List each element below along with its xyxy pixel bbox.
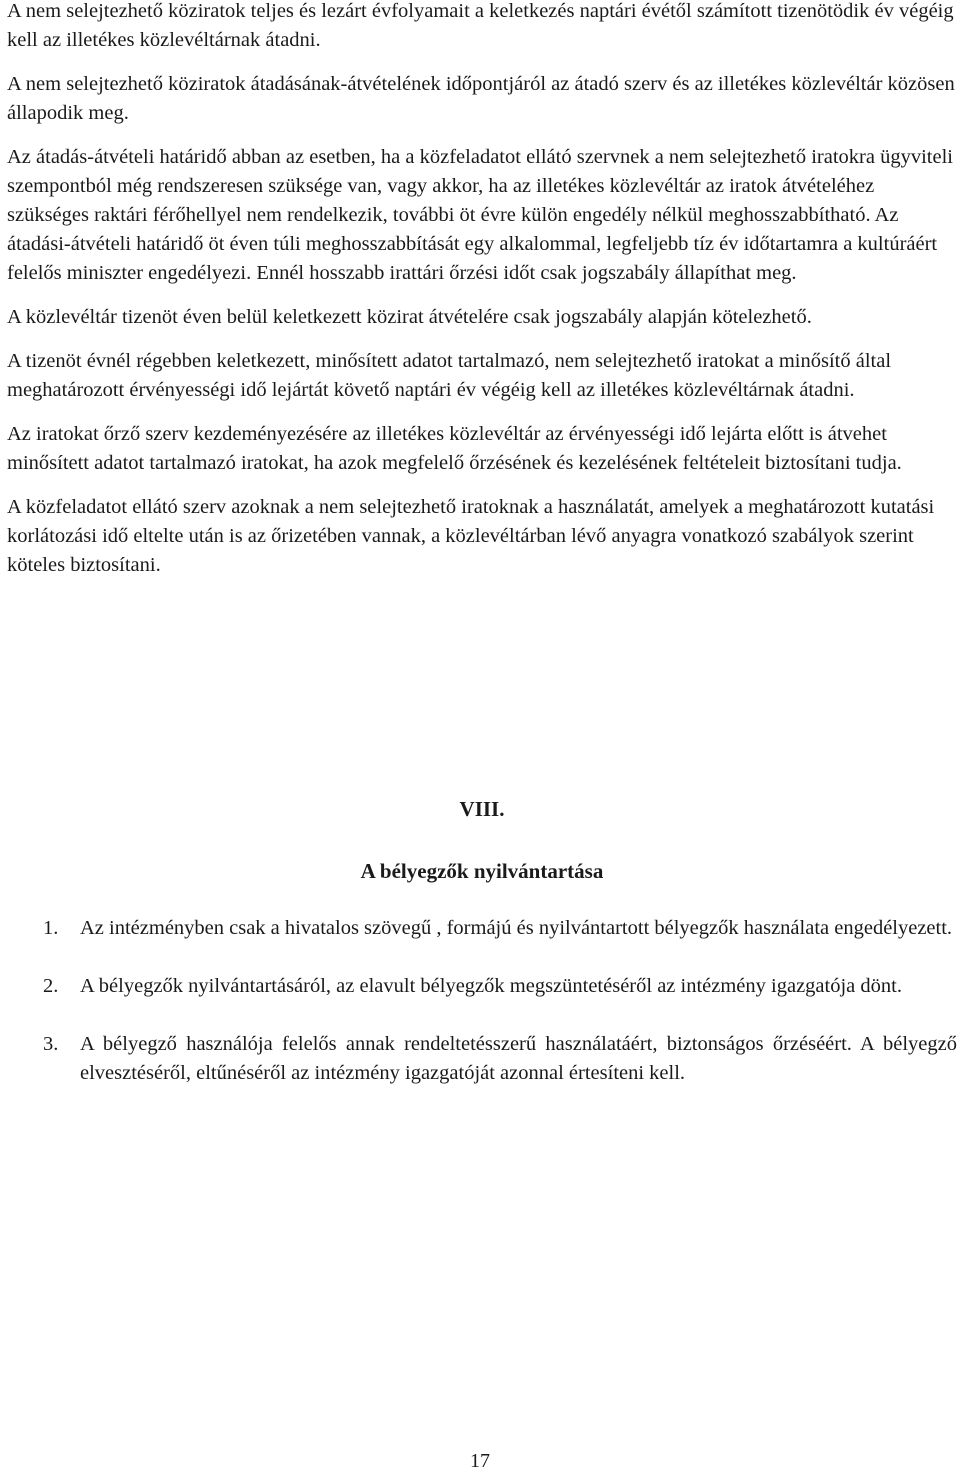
- paragraph-transfer-deadline: A nem selejtezhető köziratok teljes és lezárt évfolyamait a keletkezés naptári évétől számított tizenötödik év végéig kell az illetékes közlevéltárnak átadni.: [7, 0, 954, 51]
- list-item-number: 3.: [43, 1033, 59, 1055]
- paragraph-document-access: A közfeladatot ellátó szerv azoknak a nem selejtezhető iratoknak a használatát, amelyek a meghatározott kutatási korlátozási idő eltelte után is az őrizetében vannak, a közlevéltárban lévő anyagra vonatkozó szabályok szerint köteles biztosítani.: [7, 496, 935, 576]
- page-number: 17: [470, 1450, 490, 1472]
- document-page: [7, 0, 957, 1084]
- paragraph-archive-obligation: A közlevéltár tizenöt éven belül keletkezett közirat átvételére csak jogszabály alapján kötelezhető.: [7, 306, 812, 328]
- section-number: VIII.: [459, 797, 505, 821]
- paragraph-early-transfer: Az iratokat őrző szerv kezdeményezésére az illetékes közlevéltár az érvényességi idő lejárta előtt is átvehet minősített adatot tartalmazó iratokat, ha azok megfelelő őrzésének és kezelésének feltételeit biztosítani tudja.: [7, 423, 902, 474]
- paragraph-transfer-date: A nem selejtezhető köziratok átadásának-átvételének időpontjáról az átadó szerv és az illetékes közlevéltár közösen állapodik meg.: [7, 73, 955, 124]
- paragraph-classified-documents: A tizenöt évnél régebben keletkezett, minősített adatot tartalmazó, nem selejtezhető iratokat a minősítő által meghatározott érvényességi idő lejártát követő naptári év végéig kell az illetékes közlevéltárnak átadni.: [7, 350, 892, 401]
- list-item-number: 1.: [43, 917, 59, 939]
- list-item: [7, 972, 957, 1001]
- stamp-rules-list: [7, 914, 957, 1117]
- paragraph-deadline-extension: Az átadás-átvételi határidő abban az esetben, ha a közfeladatot ellátó szervnek a nem selejtezhető iratokra ügyviteli szempontból még rendszeresen szüksége van, vagy akkor, ha az illetékes közlevéltár az iratok átvételéhez szükséges raktári férőhellyel nem rendelkezik, további öt évre külön engedély nélkül meghosszabbítható. Az átadási-átvételi határidő öt éven túli meghosszabbítását egy alkalommal, legfeljebb tíz év időtartamra a kultúráért felelős miniszter engedélyezi. Ennél hosszabb irattári őrzési időt csak jogszabály állapíthat meg.: [7, 146, 953, 284]
- list-item-number: 2.: [43, 975, 59, 997]
- list-item-text: A bélyegzők nyilvántartásáról, az elavult bélyegzők megszüntetéséről az intézmény igazgatója dönt.: [80, 975, 902, 997]
- list-item-text: Az intézményben csak a hivatalos szövegű , formájú és nyilvántartott bélyegzők használata engedélyezett.: [80, 917, 953, 939]
- list-item: [7, 914, 957, 943]
- section-title: A bélyegzők nyilvántartása: [360, 859, 604, 883]
- list-item: [7, 1030, 957, 1088]
- list-item-text: A bélyegző használója felelős annak rendeltetésszerű használatáért, biztonságos őrzéséért. A bélyegző elvesztéséről, eltűnéséről az intézmény igazgatóját azonnal értesíteni kell.: [80, 1033, 957, 1084]
